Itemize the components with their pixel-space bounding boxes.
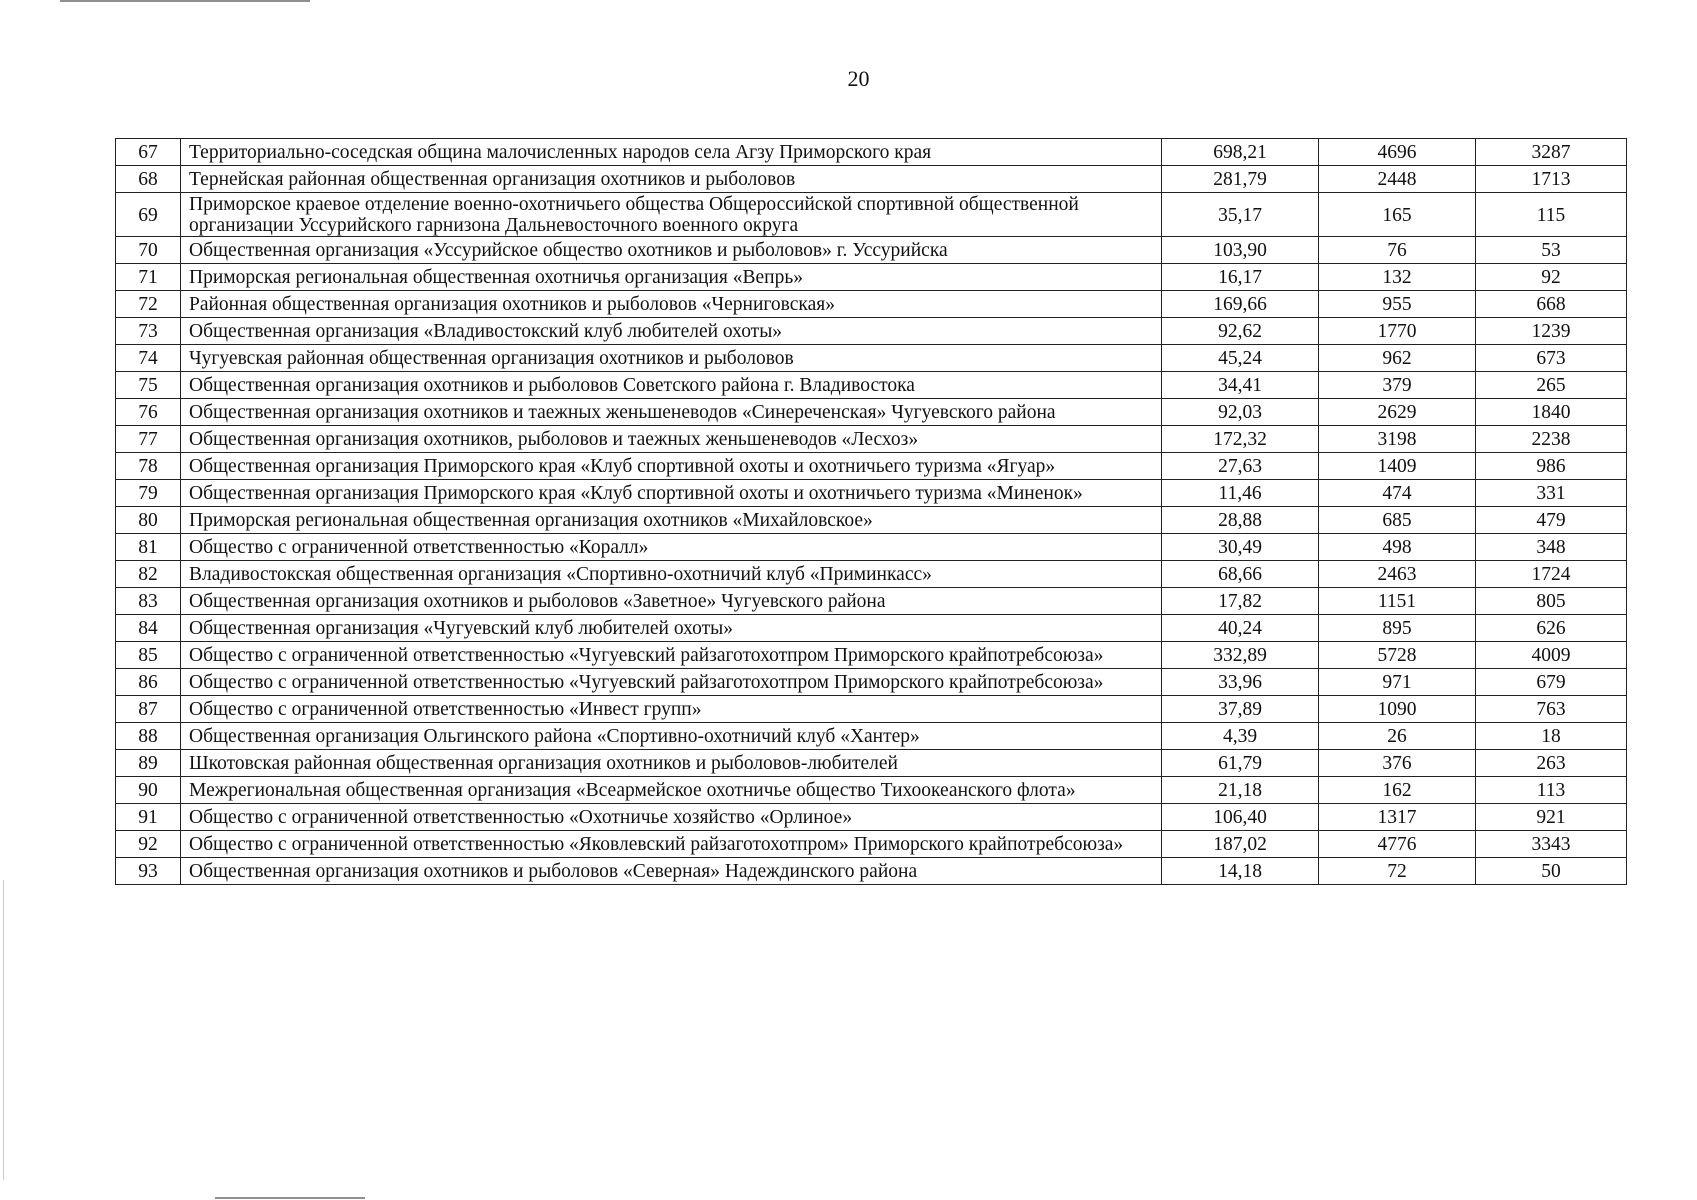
table-row [116,237,1627,264]
table-row [116,291,1627,318]
area-value: 698,21 [1162,139,1319,166]
organization-name: Общественная организация Приморского края «Клуб спортивной охоты и охотничьего туризма «Миненок» [181,480,1162,507]
area-value: 34,41 [1162,372,1319,399]
table-body [116,139,1627,885]
organization-name: Приморская региональная общественная организация охотников «Михайловское» [181,507,1162,534]
table-row [116,166,1627,193]
row-number: 92 [116,831,181,858]
row-number: 89 [116,750,181,777]
quota-value-1: 162 [1319,777,1476,804]
quota-value-1: 1151 [1319,588,1476,615]
quota-value-2: 668 [1476,291,1627,318]
scan-artifact-top [60,0,310,2]
organization-name: Общественная организация охотников и таежных женьшеневодов «Синереченская» Чугуевского района [181,399,1162,426]
table-row [116,399,1627,426]
table-row [116,831,1627,858]
row-number: 70 [116,237,181,264]
quota-value-2: 921 [1476,804,1627,831]
area-value: 37,89 [1162,696,1319,723]
table-row [116,193,1627,237]
quota-value-2: 348 [1476,534,1627,561]
organization-name: Владивостокская общественная организация «Спортивно-охотничий клуб «Приминкасс» [181,561,1162,588]
quota-value-2: 92 [1476,264,1627,291]
quota-value-1: 955 [1319,291,1476,318]
area-value: 172,32 [1162,426,1319,453]
organization-name: Общественная организация Приморского края «Клуб спортивной охоты и охотничьего туризма «Ягуар» [181,453,1162,480]
table-row [116,426,1627,453]
table-row [116,615,1627,642]
quota-value-1: 1770 [1319,318,1476,345]
row-number: 86 [116,669,181,696]
table-row [116,345,1627,372]
row-number: 77 [116,426,181,453]
quota-value-1: 132 [1319,264,1476,291]
area-value: 33,96 [1162,669,1319,696]
page-number: 20 [847,66,870,91]
organization-name: Районная общественная организация охотников и рыболовов «Черниговская» [181,291,1162,318]
quota-value-2: 113 [1476,777,1627,804]
row-number: 75 [116,372,181,399]
area-value: 40,24 [1162,615,1319,642]
row-number: 68 [116,166,181,193]
row-number: 73 [116,318,181,345]
quota-value-2: 805 [1476,588,1627,615]
organization-name: Общественная организация «Чугуевский клуб любителей охоты» [181,615,1162,642]
quota-value-2: 679 [1476,669,1627,696]
area-value: 27,63 [1162,453,1319,480]
hunting-grounds-table [115,138,1627,885]
row-number: 81 [116,534,181,561]
quota-value-1: 1317 [1319,804,1476,831]
organization-name: Общество с ограниченной ответственностью «Яковлевский райзаготохотпром» Приморского крайпотребсоюза» [181,831,1162,858]
quota-value-1: 5728 [1319,642,1476,669]
organization-name: Тернейская районная общественная организация охотников и рыболовов [181,166,1162,193]
quota-value-2: 115 [1476,193,1627,237]
area-value: 92,62 [1162,318,1319,345]
scan-artifact-bottom [215,1197,365,1199]
quota-value-1: 962 [1319,345,1476,372]
quota-value-2: 50 [1476,858,1627,885]
table-row [116,642,1627,669]
quota-value-1: 4696 [1319,139,1476,166]
organization-name: Шкотовская районная общественная организация охотников и рыболовов-любителей [181,750,1162,777]
quota-value-1: 971 [1319,669,1476,696]
quota-value-1: 2448 [1319,166,1476,193]
row-number: 79 [116,480,181,507]
organization-name: Общество с ограниченной ответственностью «Охотничье хозяйство «Орлиное» [181,804,1162,831]
table-row [116,750,1627,777]
quota-value-2: 626 [1476,615,1627,642]
area-value: 281,79 [1162,166,1319,193]
organization-name: Приморское краевое отделение военно-охотничьего общества Общероссийской спортивной общественной организации Уссурийского гарнизона Дальневосточного военного округа [181,193,1162,237]
table-row [116,264,1627,291]
area-value: 106,40 [1162,804,1319,831]
row-number: 83 [116,588,181,615]
quota-value-2: 763 [1476,696,1627,723]
organization-name: Общественная организация охотников и рыболовов «Северная» Надеждинского района [181,858,1162,885]
table-row [116,858,1627,885]
organization-name: Общество с ограниченной ответственностью «Чугуевский райзаготохотпром Приморского крайпотребсоюза» [181,642,1162,669]
quota-value-2: 479 [1476,507,1627,534]
row-number: 85 [116,642,181,669]
quota-value-2: 3343 [1476,831,1627,858]
area-value: 35,17 [1162,193,1319,237]
organization-name: Приморская региональная общественная охотничья организация «Вепрь» [181,264,1162,291]
quota-value-1: 685 [1319,507,1476,534]
quota-value-2: 331 [1476,480,1627,507]
quota-value-2: 1713 [1476,166,1627,193]
organization-name: Чугуевская районная общественная организация охотников и рыболовов [181,345,1162,372]
table-row [116,588,1627,615]
row-number: 80 [116,507,181,534]
area-value: 21,18 [1162,777,1319,804]
area-value: 28,88 [1162,507,1319,534]
quota-value-1: 4776 [1319,831,1476,858]
organization-name: Общество с ограниченной ответственностью «Инвест групп» [181,696,1162,723]
quota-value-1: 1090 [1319,696,1476,723]
quota-value-2: 1840 [1476,399,1627,426]
quota-value-2: 53 [1476,237,1627,264]
row-number: 69 [116,193,181,237]
quota-value-1: 76 [1319,237,1476,264]
organization-name: Общественная организация Ольгинского района «Спортивно-охотничий клуб «Хантер» [181,723,1162,750]
quota-value-2: 263 [1476,750,1627,777]
row-number: 84 [116,615,181,642]
quota-value-1: 1409 [1319,453,1476,480]
row-number: 82 [116,561,181,588]
row-number: 71 [116,264,181,291]
row-number: 67 [116,139,181,166]
quota-value-2: 3287 [1476,139,1627,166]
quota-value-2: 986 [1476,453,1627,480]
organization-name: Общество с ограниченной ответственностью «Чугуевский райзаготохотпром Приморского крайпотребсоюза» [181,669,1162,696]
quota-value-2: 4009 [1476,642,1627,669]
area-value: 68,66 [1162,561,1319,588]
table-row [116,723,1627,750]
area-value: 45,24 [1162,345,1319,372]
area-value: 4,39 [1162,723,1319,750]
quota-value-2: 18 [1476,723,1627,750]
quota-value-1: 2629 [1319,399,1476,426]
quota-value-1: 3198 [1319,426,1476,453]
area-value: 30,49 [1162,534,1319,561]
quota-value-2: 1724 [1476,561,1627,588]
table-row [116,534,1627,561]
organization-name: Общественная организация охотников, рыболовов и таежных женьшеневодов «Лесхоз» [181,426,1162,453]
table-row [116,480,1627,507]
quota-value-1: 2463 [1319,561,1476,588]
row-number: 78 [116,453,181,480]
table-row [116,139,1627,166]
organization-name: Общественная организация «Уссурийское общество охотников и рыболовов» г. Уссурийска [181,237,1162,264]
quota-value-1: 895 [1319,615,1476,642]
organization-name: Территориально-соседская община малочисленных народов села Агзу Приморского края [181,139,1162,166]
row-number: 76 [116,399,181,426]
area-value: 11,46 [1162,480,1319,507]
row-number: 93 [116,858,181,885]
organization-name: Общественная организация охотников и рыболовов «Заветное» Чугуевского района [181,588,1162,615]
organization-name: Общество с ограниченной ответственностью «Коралл» [181,534,1162,561]
area-value: 187,02 [1162,831,1319,858]
quota-value-2: 2238 [1476,426,1627,453]
row-number: 88 [116,723,181,750]
quota-value-1: 379 [1319,372,1476,399]
quota-value-1: 165 [1319,193,1476,237]
quota-value-2: 673 [1476,345,1627,372]
table-row [116,453,1627,480]
organization-name: Общественная организация охотников и рыболовов Советского района г. Владивостока [181,372,1162,399]
area-value: 332,89 [1162,642,1319,669]
area-value: 103,90 [1162,237,1319,264]
area-value: 17,82 [1162,588,1319,615]
quota-value-1: 376 [1319,750,1476,777]
quota-value-2: 1239 [1476,318,1627,345]
table-row [116,372,1627,399]
quota-value-1: 498 [1319,534,1476,561]
area-value: 92,03 [1162,399,1319,426]
organization-name: Общественная организация «Владивостокский клуб любителей охоты» [181,318,1162,345]
table-row [116,561,1627,588]
organization-name: Межрегиональная общественная организация «Всеармейское охотничье общество Тихоокеанского флота» [181,777,1162,804]
row-number: 72 [116,291,181,318]
table-row [116,669,1627,696]
quota-value-2: 265 [1476,372,1627,399]
table-row [116,507,1627,534]
row-number: 74 [116,345,181,372]
table-row [116,804,1627,831]
area-value: 61,79 [1162,750,1319,777]
quota-value-1: 26 [1319,723,1476,750]
quota-value-1: 72 [1319,858,1476,885]
table-row [116,696,1627,723]
row-number: 90 [116,777,181,804]
area-value: 14,18 [1162,858,1319,885]
row-number: 91 [116,804,181,831]
table-row [116,318,1627,345]
table-row [116,777,1627,804]
quota-value-1: 474 [1319,480,1476,507]
scan-artifact-left [3,880,4,1180]
area-value: 169,66 [1162,291,1319,318]
row-number: 87 [116,696,181,723]
area-value: 16,17 [1162,264,1319,291]
